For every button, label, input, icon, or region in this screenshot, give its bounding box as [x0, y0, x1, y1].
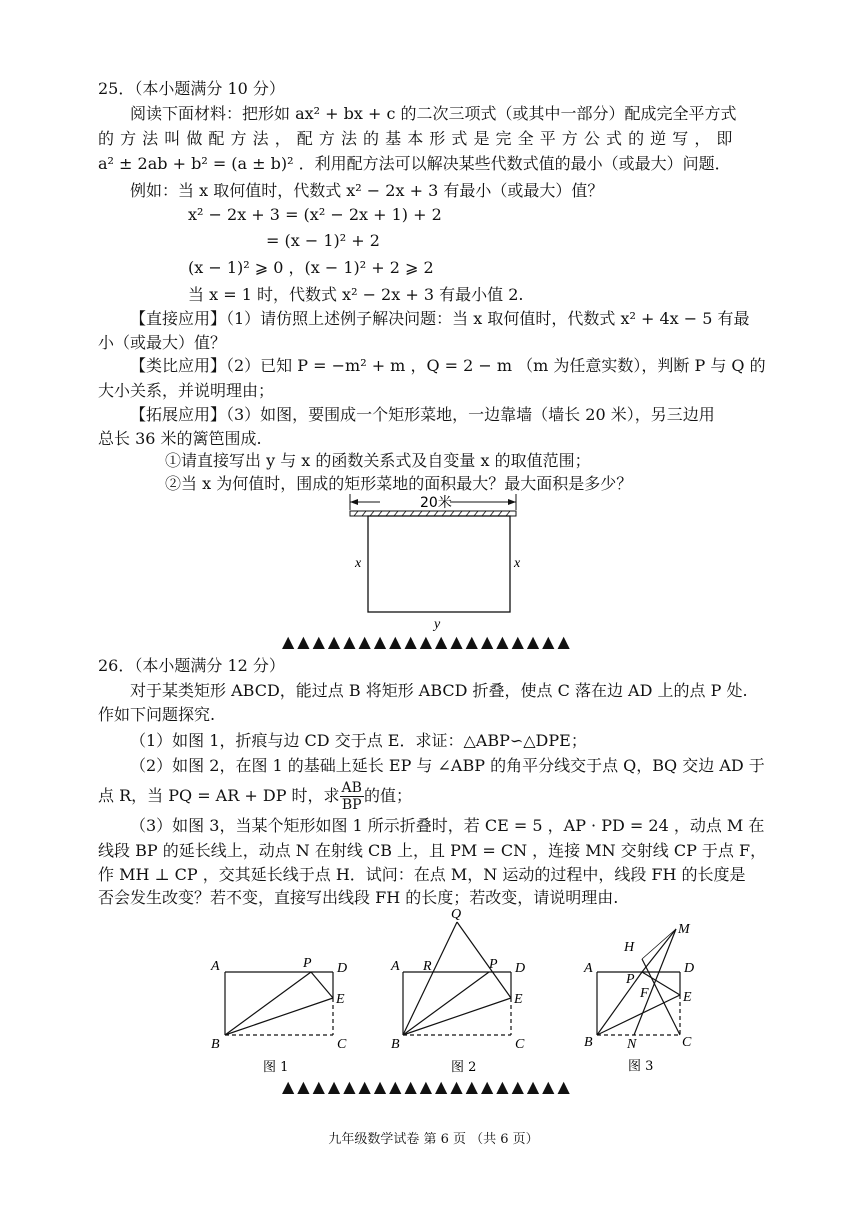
q26-line1: 对于某类矩形 ABCD，能过点 B 将矩形 ABCD 折叠，使点 C 落在边 AD 上的点 P 处. [130, 681, 748, 700]
figure-3 [580, 915, 710, 1075]
q25-example-step3: (x − 1)² ⩾ 0 ，(x − 1)² + 2 ⩾ 2 [188, 258, 434, 277]
q25-part1-line2: 小（或最大）值？ [98, 333, 227, 352]
svg-text:C: C [337, 1037, 347, 1052]
caption-fig1: 图 1 [263, 1060, 289, 1075]
ratio-fraction: $\frac{AB}{BP}$ [341, 780, 362, 813]
q26-part1: （1）如图 1，折痕与边 CD 交于点 E．求证：△ABP∽△DPE； [130, 731, 587, 750]
q25-line2: 的 方 法 叫 做 配 方 法 ， 配 方 法 的 基 本 形 式 是 完 全 平 方 公 式 的 逆 写 ， 即 [98, 129, 733, 148]
q25-part2-line2: 大小关系，并说明理由； [98, 381, 275, 400]
figure-1 [205, 950, 355, 1075]
svg-text:D: D [337, 961, 348, 976]
q25-header: 25．（本小题满分 10 分） [98, 79, 285, 98]
svg-text:E: E [336, 992, 345, 1007]
fig-left-label: x [355, 556, 362, 571]
svg-text:A: A [391, 959, 400, 974]
svg-text:P: P [303, 956, 312, 971]
section-divider-1: ▲▲▲▲▲▲▲▲▲▲▲▲▲▲▲▲▲▲▲ [282, 632, 573, 651]
q25-part3-item1: ①请直接写出 y 与 x 的函数关系式及自变量 x 的取值范围； [165, 451, 591, 470]
q25-part3-item2: ②当 x 为何值时，围成的矩形菜地的面积最大？最大面积是多少？ [165, 474, 633, 493]
page-footer: 九年级数学试卷 第 6 页 （共 6 页） [328, 1132, 539, 1147]
svg-text:B: B [584, 1035, 593, 1050]
q26-header: 26．（本小题满分 12 分） [98, 656, 285, 675]
svg-text:D: D [684, 961, 695, 976]
svg-text:E: E [514, 992, 523, 1007]
svg-text:C: C [682, 1035, 692, 1050]
q25-line3: a² ± 2ab + b² = (a ± b)² ．利用配方法可以解决某些代数式值的最小（或最大）问题． [98, 154, 731, 173]
svg-text:Q: Q [451, 907, 462, 922]
svg-text:A: A [584, 961, 593, 976]
svg-text:M: M [678, 922, 690, 937]
q26-part3-line2: 线段 BP 的延长线上，动点 N 在射线 CB 上，且 PM = CN ，连接 MN 交射线 CP 于点 F， [98, 841, 767, 860]
svg-text:D: D [515, 961, 526, 976]
fig-right-label: x [514, 556, 521, 571]
q26-part2-line1: （2）如图 2，在图 1 的基础上延长 EP 与 ∠ABP 的角平分线交于点 Q，BQ 交边 AD 于 [130, 756, 765, 775]
q25-part1-line1: 【直接应用】（1）请仿照上述例子解决问题：当 x 取何值时，代数式 x² + 4x − 5 有最 [130, 309, 750, 328]
svg-text:E: E [683, 990, 692, 1005]
q25-garden-figure [340, 490, 540, 635]
svg-text:A: A [211, 959, 220, 974]
q25-part3-line1: 【拓展应用】（3）如图，要围成一个矩形菜地，一边靠墙（墙长 20 米），另三边用 [130, 405, 715, 424]
caption-fig3: 图 3 [628, 1059, 654, 1074]
figure-2 [385, 900, 535, 1075]
q26-part2-line2: 点 R，当 PQ = AR + DP 时，求 $\frac{AB}{BP}$ 的值； [98, 780, 412, 813]
svg-text:B: B [391, 1037, 400, 1052]
caption-fig2: 图 2 [451, 1060, 477, 1075]
q25-part2-line1: 【类比应用】（2）已知 P = −m² + m ，Q = 2 − m （m 为任意实数），判断 P 与 Q 的 [130, 356, 766, 375]
q26-part3-line3: 作 MH ⊥ CP ，交其延长线于点 H．试问：在点 M，N 运动的过程中，线段 FH 的长度是 [98, 865, 746, 884]
q25-example-step2: = (x − 1)² + 2 [266, 231, 380, 250]
q26-line2: 作如下问题探究. [98, 705, 216, 724]
q26-part3-line1: （3）如图 3，当某个矩形如图 1 所示折叠时，若 CE = 5 ，AP · PD = 24 ，动点 M 在 [130, 816, 765, 835]
q25-example-step1: x² − 2x + 3 = (x² − 2x + 1) + 2 [188, 205, 442, 224]
q25-example-conclusion: 当 x = 1 时，代数式 x² − 2x + 3 有最小值 2. [188, 285, 524, 304]
svg-text:R: R [423, 959, 432, 974]
wall-length-label: 20米 [420, 495, 452, 511]
q25-line1: 阅读下面材料：把形如 ax² + bx + c 的二次三项式（或其中一部分）配成完全平方式 [130, 104, 737, 123]
svg-text:P: P [626, 972, 635, 987]
svg-text:B: B [211, 1037, 220, 1052]
svg-text:F: F [640, 986, 649, 1001]
section-divider-2: ▲▲▲▲▲▲▲▲▲▲▲▲▲▲▲▲▲▲▲ [282, 1077, 573, 1096]
q25-example-question: 例如：当 x 取何值时，代数式 x² − 2x + 3 有最小（或最大）值？ [130, 181, 604, 200]
q25-part3-line2: 总长 36 米的篱笆围成. [98, 429, 262, 448]
q26-part3-line4: 否会发生改变？若不变，直接写出线段 FH 的长度；若改变，请说明理由. [98, 888, 619, 907]
svg-text:H: H [624, 940, 635, 955]
fig-bottom-label: y [434, 617, 441, 632]
svg-text:N: N [627, 1037, 637, 1052]
svg-text:C: C [515, 1037, 525, 1052]
svg-text:P: P [489, 957, 498, 972]
